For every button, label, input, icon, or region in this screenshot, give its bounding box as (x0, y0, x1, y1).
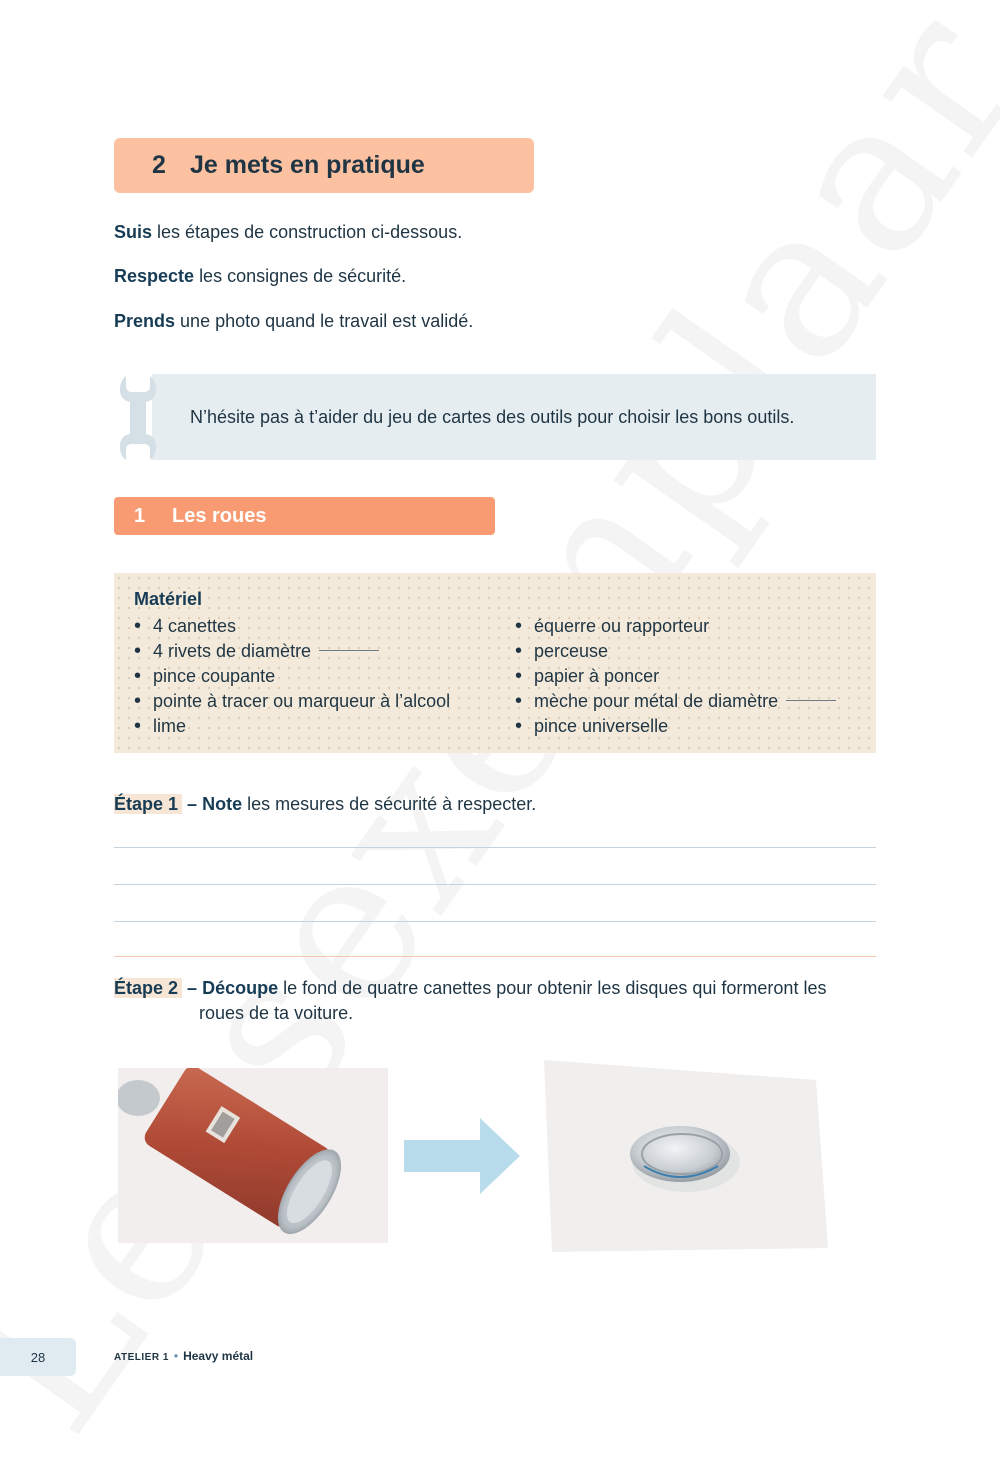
list-item: • pince coupante (134, 664, 450, 689)
etape-2 (114, 976, 826, 1001)
etape-verb: Découpe (202, 978, 279, 998)
list-item: • pince universelle (515, 714, 836, 739)
etape-label: Étape 1 (114, 794, 182, 814)
list-item: • lime (134, 714, 450, 739)
etape-verb: Note (202, 794, 243, 814)
list-item: • papier à poncer (515, 664, 836, 689)
list-item: • perceuse (515, 639, 836, 664)
etape-text: les mesures de sécurité à respecter. (247, 794, 537, 814)
etape-text: le fond de quatre canettes pour obtenir les disques qui formeront les (283, 978, 827, 998)
writing-line[interactable] (114, 884, 876, 885)
page-number: 28 (0, 1338, 76, 1376)
instruction-2 (114, 266, 406, 287)
tip-box (152, 374, 876, 460)
instruction-verb: Respecte (114, 266, 195, 286)
instruction-verb: Suis (114, 222, 153, 242)
tip-text: N’hésite pas à t’aider du jeu de cartes des outils pour choisir les bons outils. (190, 406, 795, 427)
instruction-verb: Prends (114, 311, 176, 331)
section-divider (114, 956, 876, 957)
subsection-title: Les roues (172, 504, 267, 527)
materiel-box (114, 573, 876, 753)
materiel-list-left (134, 614, 450, 739)
list-item: • 4 canettes (134, 614, 450, 639)
etape-2-continued: roues de ta voiture. (199, 1003, 354, 1023)
footer-atelier: ATELIER 1 (114, 1352, 169, 1363)
subsection-number: 1 (134, 504, 146, 527)
instruction-text: une photo quand le travail est validé. (180, 311, 474, 331)
section-header (114, 138, 534, 193)
section-title: Je mets en pratique (190, 151, 425, 179)
list-item: • pointe à tracer ou marqueur à l’alcool (134, 689, 450, 714)
instruction-1 (114, 222, 462, 243)
etape-dash: – (187, 794, 198, 814)
arrow-right-icon (404, 1116, 522, 1196)
footer-separator: • (173, 1349, 179, 1363)
instruction-text: les étapes de construction ci-dessous. (157, 222, 463, 242)
writing-line[interactable] (114, 921, 876, 922)
etape-dash: – (187, 978, 198, 998)
footer (114, 1349, 253, 1363)
etape-label: Étape 2 (114, 978, 182, 998)
blank-line (786, 700, 836, 701)
list-item: • 4 rivets de diamètre (134, 639, 450, 664)
can-photo (118, 1068, 388, 1243)
list-item: • équerre ou rapporteur (515, 614, 836, 639)
footer-theme: Heavy métal (183, 1349, 254, 1363)
materiel-title: Matériel (134, 589, 203, 609)
instruction-text: les consignes de sécurité. (199, 266, 407, 286)
section-number: 2 (152, 151, 166, 179)
disc-photo (540, 1058, 830, 1252)
wrench-icon (118, 372, 158, 464)
subsection-header (114, 497, 495, 535)
writing-line[interactable] (114, 847, 876, 848)
blank-line (319, 650, 379, 651)
list-item: • mèche pour métal de diamètre (515, 689, 836, 714)
etape-1 (114, 792, 536, 817)
instruction-3 (114, 311, 473, 332)
materiel-list-right (515, 614, 836, 739)
